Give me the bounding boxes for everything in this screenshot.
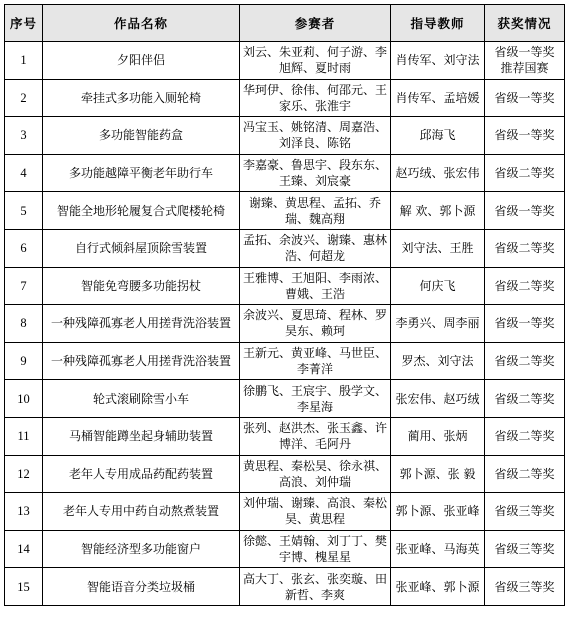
cell-award: 省级一等奖 推荐国赛 [485, 42, 565, 80]
cell-advisors: 解 欢、郭卜源 [391, 192, 485, 230]
cell-work-name: 智能全地形轮履复合式爬楼轮椅 [43, 192, 240, 230]
header-participants: 参赛者 [240, 5, 391, 42]
table-header [5, 5, 565, 42]
table-row [5, 267, 565, 305]
cell-award: 省级二等奖 [485, 154, 565, 192]
cell-award: 省级二等奖 [485, 417, 565, 455]
cell-advisors: 刘守法、王胜 [391, 229, 485, 267]
cell-advisors: 蔺用、张炳 [391, 417, 485, 455]
table-row [5, 380, 565, 418]
table-row [5, 342, 565, 380]
cell-no: 11 [5, 417, 43, 455]
cell-participants: 华珂伊、徐伟、何邵元、王家乐、张淮宇 [240, 79, 391, 117]
cell-no: 10 [5, 380, 43, 418]
awards-table [4, 4, 565, 606]
cell-advisors: 肖传军、孟培媛 [391, 79, 485, 117]
header-no: 序号 [5, 5, 43, 42]
cell-participants: 孟拓、余波兴、谢臻、惠林浩、何超龙 [240, 229, 391, 267]
table-row [5, 192, 565, 230]
cell-no: 1 [5, 42, 43, 80]
cell-work-name: 老年人专用中药自动熬煮装置 [43, 493, 240, 531]
cell-work-name: 多功能越障平衡老年助行车 [43, 154, 240, 192]
table-row [5, 568, 565, 606]
table-row [5, 117, 565, 155]
cell-advisors: 张亚峰、马海英 [391, 530, 485, 568]
table-row [5, 305, 565, 343]
cell-participants: 余波兴、夏思琦、程林、罗昊东、赖珂 [240, 305, 391, 343]
cell-work-name: 智能免弯腰多功能拐杖 [43, 267, 240, 305]
cell-participants: 徐鹏飞、王宸宇、殷学文、李星海 [240, 380, 391, 418]
cell-award: 省级一等奖 [485, 79, 565, 117]
cell-participants: 王雅博、王旭阳、李雨浓、曹娥、王浩 [240, 267, 391, 305]
cell-no: 6 [5, 229, 43, 267]
cell-work-name: 夕阳伴侣 [43, 42, 240, 80]
table-row [5, 154, 565, 192]
table-row [5, 42, 565, 80]
header-work: 作品名称 [43, 5, 240, 42]
cell-no: 8 [5, 305, 43, 343]
cell-advisors: 邱海飞 [391, 117, 485, 155]
cell-no: 7 [5, 267, 43, 305]
table-row [5, 229, 565, 267]
cell-participants: 高大丁、张玄、张奕璇、田新哲、李爽 [240, 568, 391, 606]
cell-advisors: 赵巧绒、张宏伟 [391, 154, 485, 192]
cell-participants: 刘云、朱亚莉、何子游、李旭辉、夏时雨 [240, 42, 391, 80]
cell-participants: 谢臻、黄思程、孟拓、乔瑞、魏高翔 [240, 192, 391, 230]
cell-no: 15 [5, 568, 43, 606]
cell-no: 14 [5, 530, 43, 568]
cell-award: 省级二等奖 [485, 455, 565, 493]
cell-work-name: 智能经济型多功能窗户 [43, 530, 240, 568]
cell-advisors: 何庆飞 [391, 267, 485, 305]
cell-participants: 王新元、黄亚峰、马世臣、李菁洋 [240, 342, 391, 380]
cell-advisors: 张亚峰、郭卜源 [391, 568, 485, 606]
cell-advisors: 郭卜源、张亚峰 [391, 493, 485, 531]
cell-no: 12 [5, 455, 43, 493]
table-body [5, 42, 565, 606]
cell-advisors: 郭卜源、张 毅 [391, 455, 485, 493]
cell-award: 省级三等奖 [485, 530, 565, 568]
cell-work-name: 牵挂式多功能入厕轮椅 [43, 79, 240, 117]
table-row [5, 455, 565, 493]
header-row [5, 5, 565, 42]
table-row [5, 493, 565, 531]
cell-participants: 张列、赵洪杰、张玉鑫、许博洋、毛阿丹 [240, 417, 391, 455]
cell-no: 2 [5, 79, 43, 117]
cell-work-name: 马桶智能蹲坐起身辅助装置 [43, 417, 240, 455]
cell-award: 省级二等奖 [485, 229, 565, 267]
cell-award: 省级二等奖 [485, 380, 565, 418]
cell-award: 省级二等奖 [485, 267, 565, 305]
cell-award: 省级三等奖 [485, 493, 565, 531]
cell-participants: 冯宝玉、姚铭清、周嘉浩、刘泽良、陈铭 [240, 117, 391, 155]
cell-advisors: 肖传军、刘守法 [391, 42, 485, 80]
cell-participants: 黄思程、秦松昊、徐永祺、高浪、刘仲瑞 [240, 455, 391, 493]
cell-no: 4 [5, 154, 43, 192]
cell-no: 9 [5, 342, 43, 380]
cell-work-name: 一种残障孤寡老人用搓背洗浴装置 [43, 342, 240, 380]
cell-work-name: 自行式倾斜屋顶除雪装置 [43, 229, 240, 267]
header-advisors: 指导教师 [391, 5, 485, 42]
awards-table-container [4, 4, 564, 606]
cell-work-name: 老年人专用成品药配药装置 [43, 455, 240, 493]
cell-participants: 徐懿、王婧翰、刘丁丁、樊宇博、槐星星 [240, 530, 391, 568]
cell-no: 3 [5, 117, 43, 155]
cell-work-name: 多功能智能药盒 [43, 117, 240, 155]
cell-advisors: 李勇兴、周李丽 [391, 305, 485, 343]
cell-advisors: 罗杰、刘守法 [391, 342, 485, 380]
cell-no: 13 [5, 493, 43, 531]
header-award: 获奖情况 [485, 5, 565, 42]
cell-work-name: 轮式滚刷除雪小车 [43, 380, 240, 418]
table-row [5, 417, 565, 455]
cell-award: 省级三等奖 [485, 568, 565, 606]
table-row [5, 79, 565, 117]
cell-award: 省级二等奖 [485, 342, 565, 380]
cell-advisors: 张宏伟、赵巧绒 [391, 380, 485, 418]
cell-award: 省级一等奖 [485, 117, 565, 155]
cell-no: 5 [5, 192, 43, 230]
cell-participants: 李嘉豪、鲁思宇、段东东、王臻、刘宸豪 [240, 154, 391, 192]
table-row [5, 530, 565, 568]
cell-award: 省级一等奖 [485, 305, 565, 343]
cell-participants: 刘仲瑞、谢臻、高浪、秦松昊、黄思程 [240, 493, 391, 531]
cell-work-name: 一种残障孤寡老人用搓背洗浴装置 [43, 305, 240, 343]
cell-work-name: 智能语音分类垃圾桶 [43, 568, 240, 606]
cell-award: 省级一等奖 [485, 192, 565, 230]
